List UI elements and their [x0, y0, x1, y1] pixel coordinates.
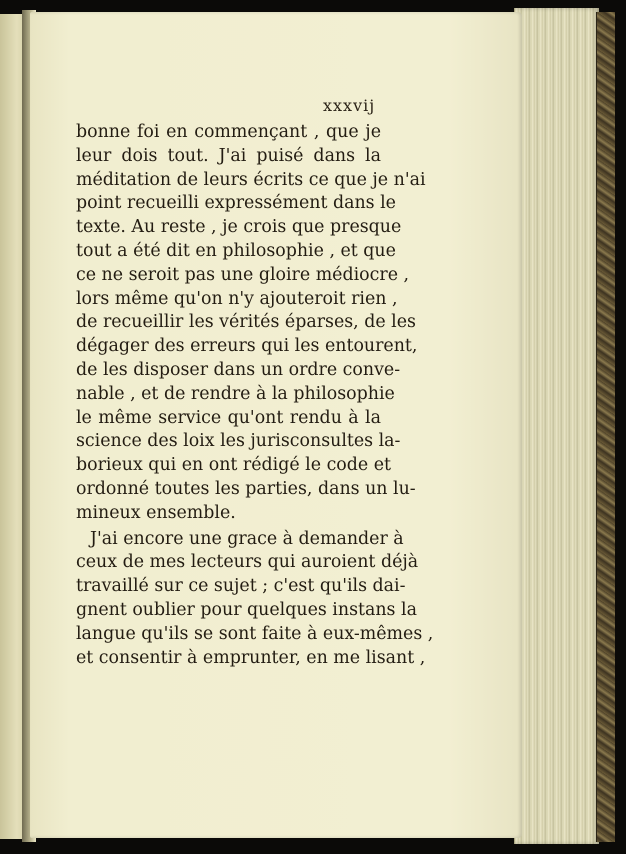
text-line: de recueillir les vérités éparses, de les [76, 312, 416, 333]
text-line: mineux ensemble. [76, 502, 236, 523]
text-line: bonne foi en commençant , que je [76, 122, 381, 142]
text-line: J'ai encore une grace à demander à [90, 528, 404, 549]
text-line: ce ne seroit pas une gloire médiocre , [76, 264, 410, 285]
text-line: méditation de leurs écrits ce que je n'ai [76, 169, 426, 190]
page-fore-edge [514, 8, 599, 844]
text-line: dégager des erreurs qui les entourent, [76, 336, 418, 357]
text-line: tout a été dit en philosophie , et que [76, 240, 396, 261]
text-line: lors même qu'on n'y ajouteroit rien , [76, 288, 398, 309]
paragraph [76, 528, 434, 671]
text-line: nable , et de rendre à la philosophie [76, 383, 395, 404]
text-line: travaillé sur ce sujet ; c'est qu'ils dai- [76, 576, 406, 597]
paragraph [76, 121, 426, 526]
text-line: de les disposer dans un ordre conve- [76, 359, 401, 380]
text-line: leur dois tout. J'ai puisé dans la [76, 145, 381, 166]
book-cover-edge [596, 12, 615, 842]
text-line: gnent oublier pour quelques instans la [76, 599, 417, 620]
text-line: borieux qui en ont rédigé le code et [76, 455, 392, 476]
text-line: ordonné toutes les parties, dans un lu- [76, 478, 416, 499]
text-line: et consentir à emprunter, en me lisant , [76, 647, 426, 668]
body-text [76, 121, 434, 670]
text-line: point recueilli expressément dans le [76, 193, 396, 214]
text-line: science des loix les jurisconsultes la- [76, 431, 401, 452]
text-line: texte. Au reste , je crois que presque [76, 217, 402, 238]
text-line: ceux de mes lecteurs qui auroient déjà [76, 552, 419, 573]
text-line: langue qu'ils se sont faite à eux-mêmes , [76, 623, 434, 644]
text-line: le même service qu'ont rendu à la [76, 407, 381, 428]
page-number: xxxvij [323, 96, 376, 115]
